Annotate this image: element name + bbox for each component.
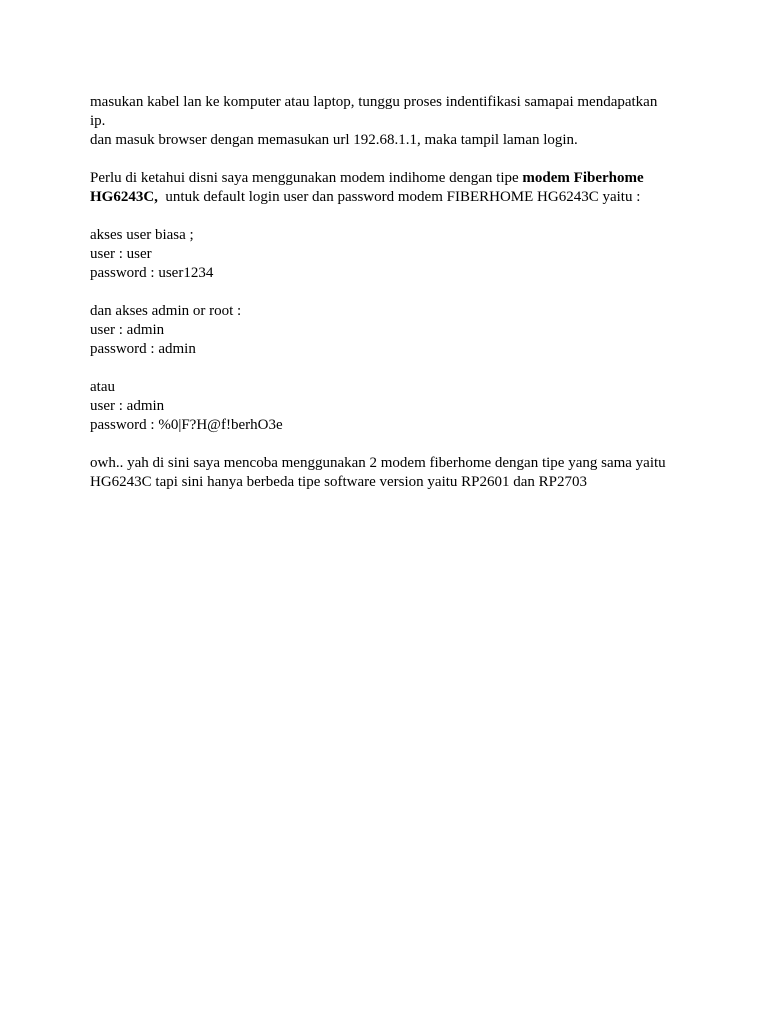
admin-access-password: password : admin bbox=[90, 341, 196, 357]
user-access-username: user : user bbox=[90, 246, 152, 262]
modem-info-text: Perlu di ketahui disni saya menggunakan modem indihome dengan tipe bbox=[90, 170, 523, 186]
closing-line-2: HG6243C tapi sini hanya berbeda tipe software version yaitu RP2601 dan RP2703 bbox=[90, 474, 588, 490]
alternative-username: user : admin bbox=[90, 398, 165, 414]
spacer bbox=[90, 283, 680, 302]
modem-name-bold: modem Fiberhome bbox=[522, 170, 644, 186]
modem-info-paragraph bbox=[90, 169, 680, 207]
admin-access-username: user : admin bbox=[90, 322, 165, 338]
spacer bbox=[90, 207, 680, 226]
user-access-block bbox=[90, 226, 680, 283]
modem-info-text-after: untuk default login user dan password modem FIBERHOME HG6243C yaitu : bbox=[157, 189, 641, 205]
alternative-heading: atau bbox=[90, 379, 115, 395]
document-page bbox=[90, 93, 680, 492]
admin-access-heading: dan akses admin or root : bbox=[90, 303, 242, 319]
alternative-access-block bbox=[90, 378, 680, 435]
modem-info-line-2 bbox=[90, 188, 680, 207]
modem-info-line-1 bbox=[90, 169, 680, 188]
spacer bbox=[90, 359, 680, 378]
intro-line-3: dan masuk browser dengan memasukan url 192.68.1.1, maka tampil laman login. bbox=[90, 132, 578, 148]
intro-line-1: masukan kabel lan ke komputer atau laptop, tunggu proses indentifikasi samapai mendapatkan bbox=[90, 94, 658, 110]
intro-paragraph bbox=[90, 93, 680, 150]
modem-model-bold: HG6243C, bbox=[90, 189, 158, 205]
user-access-heading: akses user biasa ; bbox=[90, 227, 194, 243]
spacer bbox=[90, 150, 680, 169]
spacer bbox=[90, 435, 680, 454]
alternative-password: password : %0|F?H@f!berhO3e bbox=[90, 417, 283, 433]
intro-line-2: ip. bbox=[90, 113, 106, 129]
user-access-password: password : user1234 bbox=[90, 265, 214, 281]
admin-access-block bbox=[90, 302, 680, 359]
closing-paragraph bbox=[90, 454, 680, 492]
closing-line-1: owh.. yah di sini saya mencoba menggunakan 2 modem fiberhome dengan tipe yang sama yaitu bbox=[90, 455, 666, 471]
